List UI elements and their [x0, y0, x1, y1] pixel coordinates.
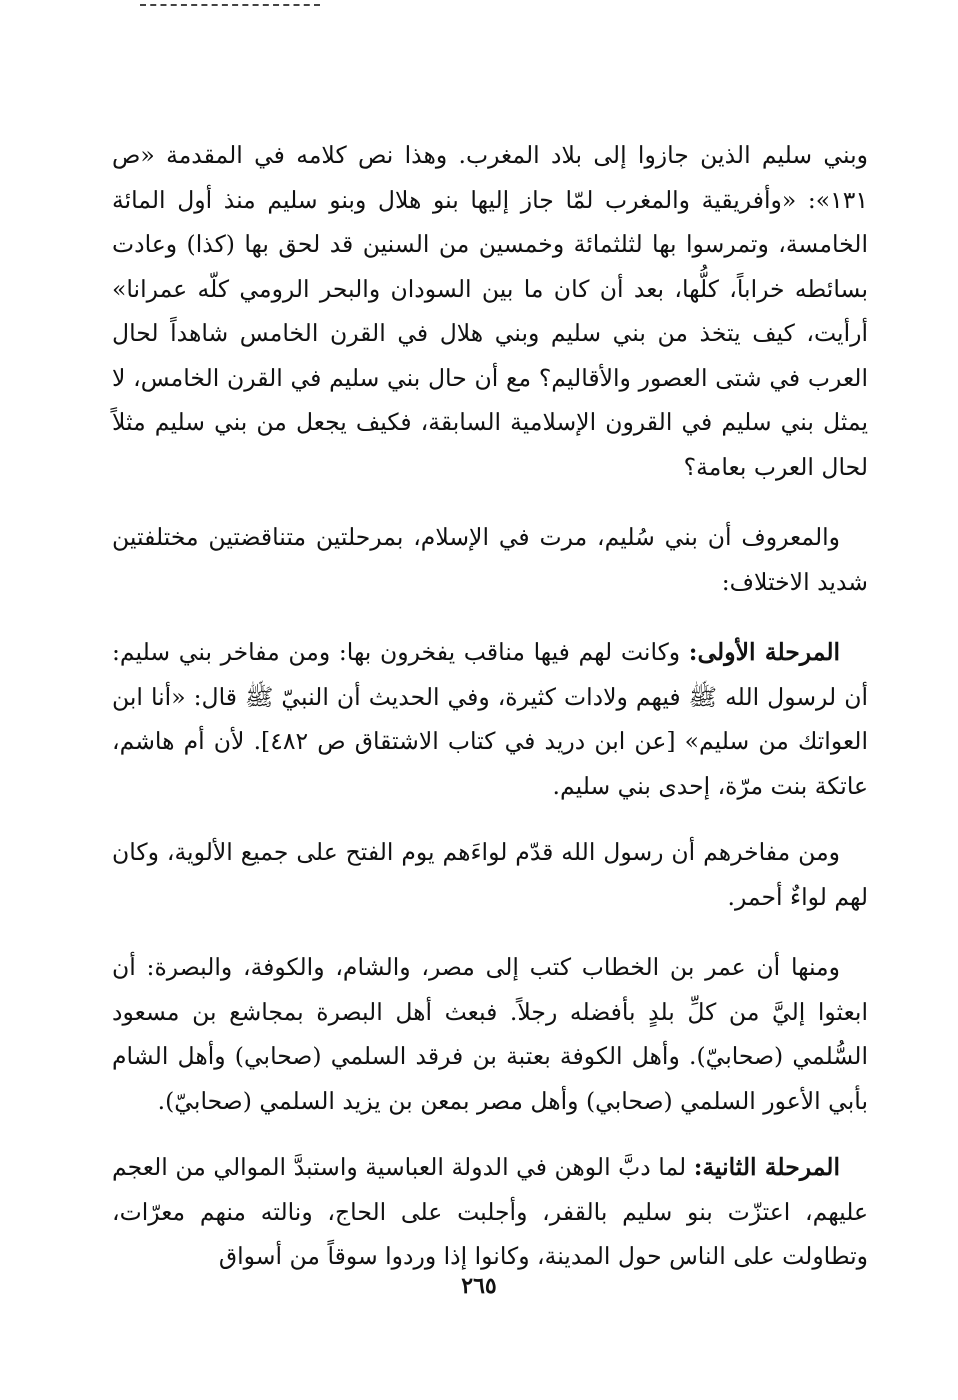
paragraph-6-text: لما دبَّ الوهن في الدولة العباسية واستبدَّ الموالي من العجم عليهم، اعتزّت بنو سليم بالقفر، وأجلبت على الحاج، ونالته منهم معرّات، وتطاولت على الناس حول المدينة، وكانوا إذا وردوا سوقاً من أسواق [112, 1153, 868, 1270]
paragraph-4 [112, 830, 868, 919]
paragraph-5 [112, 945, 868, 1123]
paragraph-2-text: والمعروف أن بني سُليم، مرت في الإسلام، بمرحلتين متناقضتين مختلفتين شديد الاختلاف: [112, 523, 868, 596]
paragraph-6 [112, 1145, 868, 1279]
paragraph-5-text: ومنها أن عمر بن الخطاب كتب إلى مصر، والشام، والكوفة، والبصرة: أن ابعثوا إليَّ من كلِّ بلدٍ بأفضله رجلاً. فبعث أهل البصرة بمجاشع بن مسعود السُّلمي (صحابيّ). وأهل الكوفة بعتبة بن فرقد السلمي (صحابي) وأهل الشام بأبي الأعور السلمي (صحابي) وأهل مصر بمعن بن يزيد السلمي (صحابيّ). [112, 953, 868, 1115]
page-number: ٢٦٥ [461, 1273, 497, 1299]
paragraph-4-text: ومن مفاخرهم أن رسول الله قدّم لواءَهم يوم الفتح على جميع الألوية، وكان لهم لواءٌ أحمر. [112, 838, 868, 911]
paragraph-2 [112, 515, 868, 604]
top-dashed-rule [140, 4, 320, 6]
page-body [112, 133, 868, 1279]
paragraph-1 [112, 133, 868, 489]
paragraph-3-text: وكانت لهم فيها مناقب يفخرون بها: ومن مفاخر بني سليم: أن لرسول الله ﷺ فيهم ولادات كثيرة، وفي الحديث أن النبيّ ﷺ قال: «أنا ابن العواتك من سليم» [عن ابن دريد في كتاب الاشتقاق ص ٤٨٢]. لأن أم هاشم، عاتكة بنت مرّة، إحدى بني سليم. [112, 638, 868, 800]
first-stage-heading: المرحلة الأولى: [688, 638, 841, 666]
paragraph-1-text: وبني سليم الذين جازوا إلى بلاد المغرب. وهذا نص كلامه في المقدمة «ص ١٣١»: «وأفريقية والمغرب لمّا جاز إليها بنو هلال وبنو سليم منذ أول المائة الخامسة، وتمرسوا بها لثلثمائة وخمسين من السنين قد لحق بها (كذا) وعادت بسائطه خراباً، كلُّها، بعد أن كان ما بين السودان والبحر الرومي كلّه عمرانا» أرأيت، كيف يتخذ من بني سليم وبني هلال في القرن الخامس شاهداً لحال العرب في شتى العصور والأقاليم؟ مع أن حال بني سليم في القرن الخامس، لا يمثل بني سليم في القرون الإسلامية السابقة، فكيف يجعل من بني سليم مثلاً لحال العرب بعامة؟ [112, 141, 868, 481]
second-stage-heading: المرحلة الثانية: [693, 1153, 840, 1181]
paragraph-3 [112, 630, 868, 808]
